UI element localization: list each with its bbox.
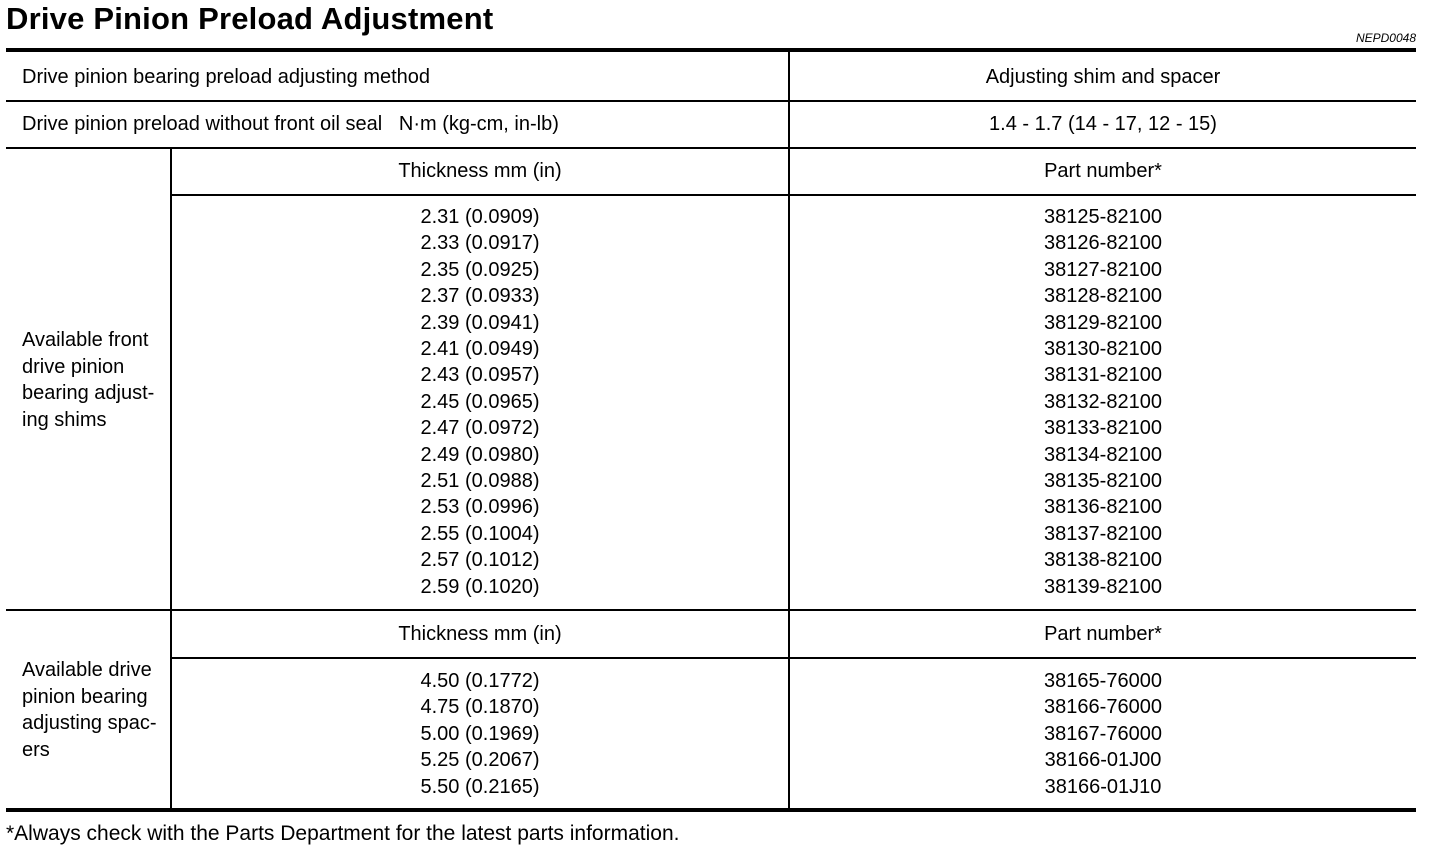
shim-thickness: 2.53 (0.0996) <box>420 496 540 519</box>
spacer-header-divider <box>170 657 1416 659</box>
preload-value: 1.4 - 1.7 (14 - 17, 12 - 15) <box>989 113 1217 135</box>
spacer-thickness: 5.50 (0.2165) <box>420 775 540 798</box>
shim-thickness: 2.41 (0.0949) <box>420 338 540 361</box>
page-title: Drive Pinion Preload Adjustment <box>6 1 494 36</box>
shim-thickness: 2.49 (0.0980) <box>420 443 540 466</box>
shim-part-number: 38132-82100 <box>1044 390 1162 413</box>
shim-thickness: 2.35 (0.0925) <box>420 258 540 281</box>
shims-label-line: drive pinion <box>22 355 125 378</box>
shim-thickness: 2.31 (0.0909) <box>420 206 540 228</box>
spacers-label-line: ers <box>22 738 50 761</box>
shim-thickness: 2.51 (0.0988) <box>420 470 540 493</box>
shims-part-list <box>790 204 1416 600</box>
shim-thickness: 2.39 (0.0941) <box>420 311 540 334</box>
document-code: NEPD0048 <box>1355 31 1416 45</box>
preload-label-text: Drive pinion preload without front oil seal <box>22 113 383 135</box>
shims-part-header: Part number* <box>1044 160 1162 182</box>
spacers-label-line: adjusting spac- <box>22 712 157 734</box>
shims-label-line: bearing adjust- <box>22 382 155 404</box>
shim-part-number: 38136-82100 <box>1044 496 1162 519</box>
shim-part-number: 38127-82100 <box>1044 258 1162 281</box>
shim-thickness: 2.45 (0.0965) <box>420 390 540 413</box>
shim-thickness: 2.43 (0.0957) <box>420 364 540 387</box>
preload-label <box>22 111 559 137</box>
shim-header-divider <box>170 194 1416 196</box>
spacers-part-header: Part number* <box>1044 623 1162 645</box>
shim-thickness: 2.59 (0.1020) <box>420 575 540 598</box>
shim-part-number: 38139-82100 <box>1044 575 1162 598</box>
spacer-part-number: 38165-76000 <box>1044 670 1162 692</box>
shim-thickness: 2.55 (0.1004) <box>420 522 540 545</box>
shims-label-line: ing shims <box>22 408 107 431</box>
shim-thickness: 2.57 (0.1012) <box>420 549 540 572</box>
shim-part-number: 38129-82100 <box>1044 311 1162 334</box>
method-value: Adjusting shim and spacer <box>985 66 1221 88</box>
shim-part-number: 38138-82100 <box>1044 549 1162 572</box>
spacer-part-number: 38166-01J10 <box>1044 775 1162 798</box>
spacers-thickness-list <box>172 668 788 800</box>
shim-part-number: 38137-82100 <box>1044 522 1162 545</box>
shim-part-number: 38126-82100 <box>1044 232 1162 255</box>
shims-thickness-header: Thickness mm (in) <box>398 160 562 182</box>
shim-thickness: 2.37 (0.0933) <box>420 285 540 308</box>
shim-part-number: 38125-82100 <box>1044 206 1162 228</box>
spacer-thickness: 5.25 (0.2067) <box>420 749 540 772</box>
shims-label-line: Available front <box>22 329 149 351</box>
spacer-part-number: 38166-01J00 <box>1044 749 1162 772</box>
shim-part-number: 38133-82100 <box>1044 417 1162 440</box>
row-divider-method <box>6 100 1416 102</box>
method-label: Drive pinion bearing preload adjusting method <box>22 66 431 88</box>
shim-part-number: 38131-82100 <box>1044 364 1162 387</box>
spacer-thickness: 4.75 (0.1870) <box>420 696 540 719</box>
spacers-label-line: pinion bearing <box>22 685 148 708</box>
section-divider <box>6 609 1416 611</box>
table-bottom-rule <box>6 808 1416 812</box>
shim-thickness: 2.33 (0.0917) <box>420 232 540 255</box>
footnote: *Always check with the Parts Department for the latest parts information. <box>6 822 680 845</box>
shim-part-number: 38134-82100 <box>1044 443 1162 466</box>
shim-part-number: 38128-82100 <box>1044 285 1162 308</box>
spacers-label-line: Available drive <box>22 659 152 681</box>
spacer-thickness: 5.00 (0.1969) <box>420 722 540 745</box>
spacers-section-label <box>22 657 172 763</box>
spacer-part-number: 38167-76000 <box>1044 722 1162 745</box>
table-top-rule <box>6 48 1416 52</box>
spacers-part-list <box>790 668 1416 800</box>
shims-section-label <box>22 327 172 433</box>
shim-thickness: 2.47 (0.0972) <box>420 417 540 440</box>
spacers-thickness-header: Thickness mm (in) <box>398 623 562 645</box>
row-divider-preload <box>6 147 1416 149</box>
preload-unit: N·m (kg-cm, in-lb) <box>398 113 559 135</box>
shims-thickness-list <box>172 204 788 600</box>
spacer-part-number: 38166-76000 <box>1044 696 1162 719</box>
shim-part-number: 38130-82100 <box>1044 338 1162 361</box>
spacer-thickness: 4.50 (0.1772) <box>420 670 540 692</box>
shim-part-number: 38135-82100 <box>1044 470 1162 493</box>
